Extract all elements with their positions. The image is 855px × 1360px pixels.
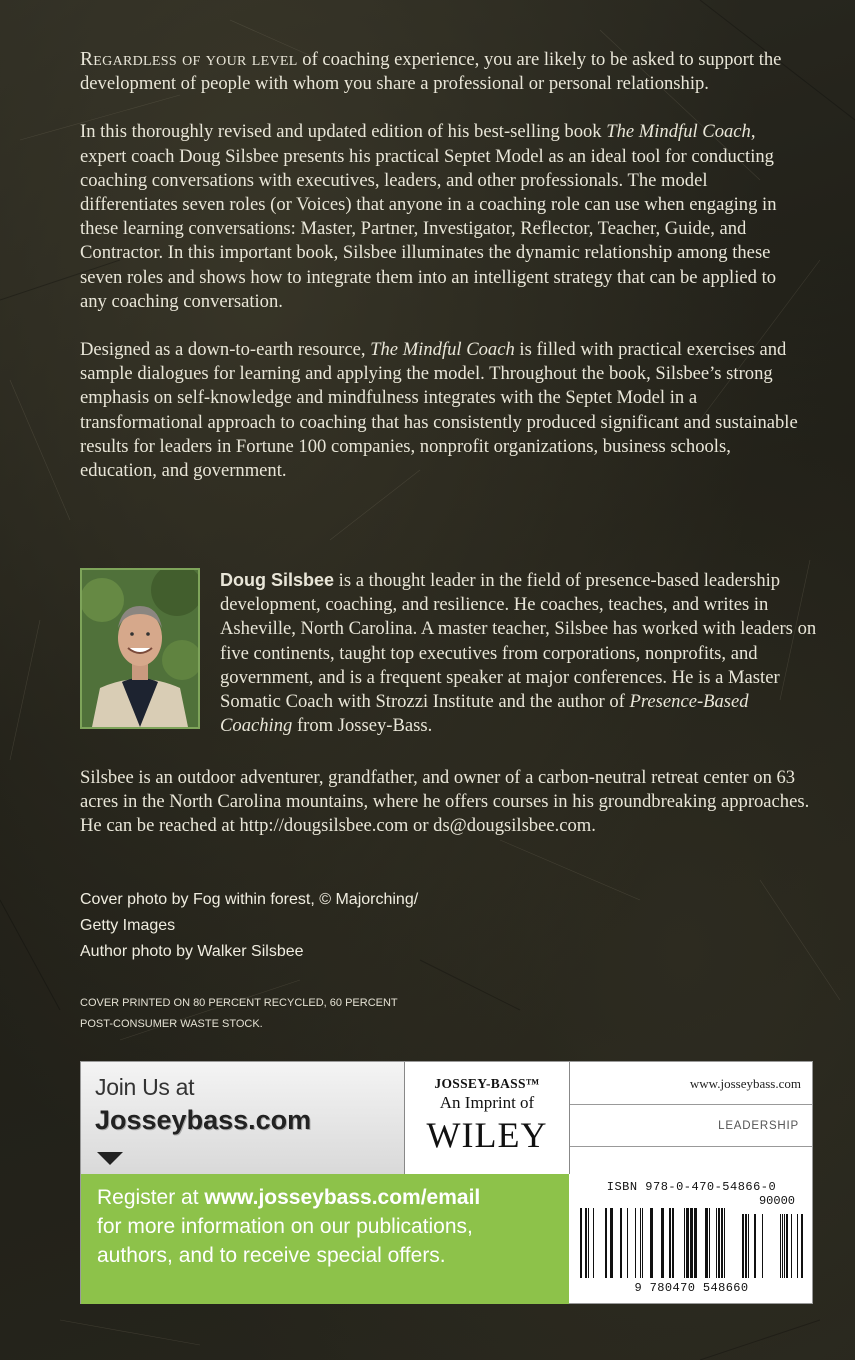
credit-line-2: Getty Images (80, 917, 176, 934)
imprint-jossey-bass: JOSSEY-BASS™ (434, 1076, 540, 1091)
barcode-bar (642, 1208, 643, 1278)
author-bio-paragraph-2: Silsbee is an outdoor adventurer, grandfather, and owner of a carbon-neutral retreat center on 63 acres in the North Carolina mountains, where he offers courses in his groundbreaking approaches. He can be reached at http://dougsilsbee.com or ds@dougsilsbee.com. (80, 767, 810, 837)
barcode-bar (716, 1208, 717, 1278)
register-line-3: authors, and to receive special offers. (97, 1244, 446, 1267)
imprint-of-label: An Imprint of (439, 1093, 535, 1112)
barcode-icon (578, 1208, 806, 1280)
p2-text-a: In this thoroughly revised and updated edition of his best-selling book (80, 121, 607, 143)
barcode-bar (742, 1214, 744, 1278)
triangle-down-icon (97, 1152, 123, 1165)
author-photo (80, 568, 200, 729)
barcode-bar (686, 1208, 689, 1278)
barcode-bar (780, 1214, 781, 1278)
barcode-bar (705, 1208, 708, 1278)
publisher-imprint-logo (405, 1062, 570, 1174)
barcode-bar (690, 1208, 693, 1278)
category-label: LEADERSHIP (718, 1120, 799, 1132)
barcode-bar (754, 1214, 756, 1278)
intro-rest: of coaching experience, you are likely to be asked to support the development of people with whom you share a professional or personal relationship. (80, 49, 782, 95)
register-box (81, 1174, 569, 1304)
p2-text-b: , expert coach Doug Silsbee presents his practical Septet Model as an ideal tool for conducting coaching conversations with executives, leaders, and other professionals. The model differentiates seven roles (or Voices) that anyone in a coaching role can use when engaging in these learning conversations: Master, Partner, Investigator, Reflector, Teacher, Guide, and Contractor. In this important book, Silsbee illuminates the dynamic relationship among these seven roles and shows how to integrate them into an intelligent strategy that can be applied to any coaching conversation. (80, 121, 777, 312)
author-bio-b: from Jossey-Bass. (292, 715, 433, 737)
p3-book-title: The Mindful Coach (370, 339, 515, 361)
barcode-bar (784, 1214, 785, 1278)
register-label: Register at (97, 1186, 205, 1209)
barcode-bar (791, 1214, 792, 1278)
barcode-bar (718, 1208, 720, 1278)
barcode-bar (762, 1214, 763, 1278)
barcode-bar (635, 1208, 636, 1278)
barcode-bar (620, 1208, 622, 1278)
barcode-bar (782, 1214, 783, 1278)
join-us-label: Join Us at (95, 1074, 195, 1100)
description-intro (80, 48, 800, 96)
wiley-logo: WILEY (426, 1115, 548, 1155)
recycled-line-1: COVER PRINTED ON 80 PERCENT RECYCLED, 60 PERCENT (80, 997, 398, 1009)
author-name: Doug Silsbee (220, 570, 335, 590)
barcode-bar (610, 1208, 613, 1278)
josseybass-link[interactable]: Josseybass.com (95, 1105, 312, 1135)
barcode-bar (684, 1208, 685, 1278)
divider-line (570, 1146, 813, 1147)
register-url-link[interactable]: www.josseybass.com/email (204, 1186, 481, 1209)
recycled-line-2: POST-CONSUMER WASTE STOCK. (80, 1018, 263, 1030)
description-paragraph-2 (80, 120, 800, 314)
intro-smallcaps: Regardless of your level (80, 49, 298, 70)
barcode-bar (585, 1208, 587, 1278)
barcode-column (570, 1062, 813, 1304)
publisher-panel (80, 1061, 813, 1304)
credit-line-3: Author photo by Walker Silsbee (80, 943, 304, 960)
barcode-bar (605, 1208, 607, 1278)
barcode-bar (801, 1214, 803, 1278)
register-line-1 (97, 1183, 480, 1212)
website-url[interactable]: www.josseybass.com (689, 1076, 801, 1091)
barcode-bar (709, 1208, 710, 1278)
barcode-bar (588, 1208, 589, 1278)
divider-line (570, 1104, 813, 1105)
recycled-notice (80, 993, 398, 1035)
p2-book-title: The Mindful Coach (606, 121, 751, 143)
barcode-bar (786, 1214, 788, 1278)
author-book-title: Presence-Based Coaching (220, 691, 749, 737)
barcode-bar (694, 1208, 697, 1278)
price-code: 90000 (758, 1194, 795, 1208)
barcode-bar (797, 1214, 798, 1278)
join-us-box[interactable] (81, 1062, 405, 1174)
barcode-bar (748, 1214, 749, 1278)
barcode-bar (580, 1208, 582, 1278)
barcode-bar (661, 1208, 664, 1278)
ean-number: 9 780470 548660 (634, 1281, 749, 1295)
barcode-bar (745, 1214, 747, 1278)
author-bio-a: is a thought leader in the field of presence-based leadership development, coaching, and resilience. He coaches, teaches, and writes in Asheville, North Carolina. A master teacher, Silsbee has worked with leaders on five continents, taught top executives from corporations, nonprofits, and government, and is a frequent speaker at major conferences. He is a Master Somatic Coach with Strozzi Institute and the author of (220, 570, 817, 713)
credit-line-1: Cover photo by Fog within forest, © Majorching/ (80, 891, 419, 908)
barcode-bar (650, 1208, 653, 1278)
barcode-bar (640, 1208, 641, 1278)
isbn-number: ISBN 978-0-470-54866-0 (606, 1180, 777, 1194)
barcode-bar (669, 1208, 671, 1278)
register-line-2: for more information on our publications, (97, 1215, 473, 1238)
barcode-bar (721, 1208, 723, 1278)
barcode-bar (627, 1208, 628, 1278)
barcode-bar (593, 1208, 594, 1278)
barcode-bar (724, 1208, 725, 1278)
book-description (80, 48, 800, 507)
author-bio (220, 568, 820, 738)
barcode-bar (672, 1208, 674, 1278)
photo-credits (80, 887, 418, 965)
description-paragraph-3 (80, 338, 800, 483)
p3-text-a: Designed as a down-to-earth resource, (80, 339, 371, 361)
p3-text-b: is filled with practical exercises and sample dialogues for learning and applying the model. Throughout the book, Silsbee’s strong emphasis on self-knowledge and mindfulness integrates with the Septet Model in a transformational approach to coaching that has consistently produced significant and sustainable results for leaders in Fortune 100 companies, nonprofit organizations, business schools, education, and government. (80, 339, 798, 482)
